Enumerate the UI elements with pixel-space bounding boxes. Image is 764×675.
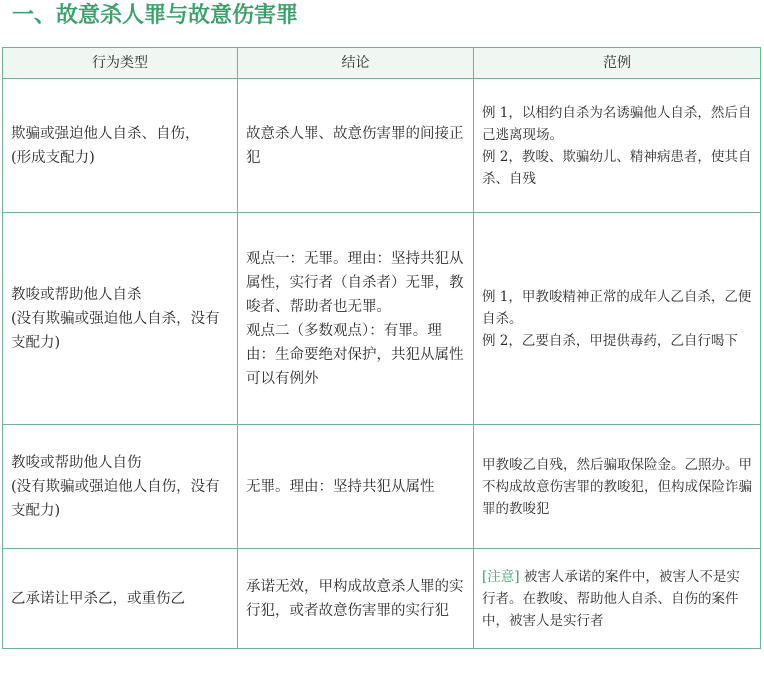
cell-text: 欺骗或强迫他人自杀、自伤， xyxy=(11,125,200,142)
conclusion-cell xyxy=(238,213,474,425)
section-title: 一、故意杀人罪与故意伤害罪 xyxy=(12,3,299,28)
example-cell xyxy=(474,79,761,213)
behavior-type-cell xyxy=(3,425,238,549)
table-row xyxy=(3,425,761,549)
behavior-type-cell xyxy=(3,213,238,425)
cell-text: 例 2，教唆、欺骗幼儿、精神病患者，使其自杀、自残 xyxy=(482,148,752,187)
cell-text: 例 1，甲教唆精神正常的成年人乙自杀，乙便自杀。 xyxy=(482,288,752,327)
cell-text: 甲教唆乙自残，然后骗取保险金。乙照办。甲不构成故意伤害罪的教唆犯，但构成保险诈骗罪的教唆犯 xyxy=(482,456,752,517)
table-header-row xyxy=(3,48,761,79)
cell-text: 教唆或帮助他人自杀 xyxy=(11,286,142,303)
conclusion-cell xyxy=(238,79,474,213)
cell-text: (没有欺骗或强迫他人自伤，没有支配力) xyxy=(11,478,220,519)
example-cell xyxy=(474,213,761,425)
header-example: 范例 xyxy=(474,48,761,79)
behavior-type-cell xyxy=(3,79,238,213)
conclusion-cell xyxy=(238,425,474,549)
conclusion-cell xyxy=(238,549,474,649)
example-cell xyxy=(474,425,761,549)
behavior-type-cell xyxy=(3,549,238,649)
cell-text: 被害人承诺的案件中，被害人不是实行者。在教唆、帮助他人自杀、自伤的案件中，被害人是实行者 xyxy=(482,568,740,629)
example-cell xyxy=(474,549,761,649)
cell-text: 承诺无效，甲构成故意杀人罪的实行犯，或者故意伤害罪的实行犯 xyxy=(246,578,464,619)
header-behavior-type: 行为类型 xyxy=(3,48,238,79)
cell-text: 故意杀人罪、故意伤害罪的间接正犯 xyxy=(246,125,464,166)
cell-text: 乙承诺让甲杀乙，或重伤乙 xyxy=(11,590,185,607)
header-conclusion: 结论 xyxy=(238,48,474,79)
cell-text: (形成支配力) xyxy=(11,149,95,166)
table-row xyxy=(3,549,761,649)
table-row xyxy=(3,79,761,213)
note-tag: [注意] xyxy=(482,568,520,585)
cell-text: (没有欺骗或强迫他人自杀，没有支配力) xyxy=(11,310,220,351)
table-row xyxy=(3,213,761,425)
cell-text: 无罪。理由：坚持共犯从属性 xyxy=(246,478,435,495)
cell-text: 例 1，以相约自杀为名诱骗他人自杀，然后自己逃离现场。 xyxy=(482,104,752,143)
cell-text: 教唆或帮助他人自伤 xyxy=(11,454,142,471)
cell-text: 观点一：无罪。理由：坚持共犯从属性，实行者（自杀者）无罪，教唆者、帮助者也无罪。 xyxy=(246,250,464,315)
cell-text: 例 2，乙要自杀，甲提供毒药，乙自行喝下 xyxy=(482,332,738,349)
comparison-table xyxy=(2,47,761,649)
note-paragraph xyxy=(482,566,752,632)
cell-text: 观点二（多数观点）：有罪。理由：生命要绝对保护，共犯从属性可以有例外 xyxy=(246,322,464,387)
